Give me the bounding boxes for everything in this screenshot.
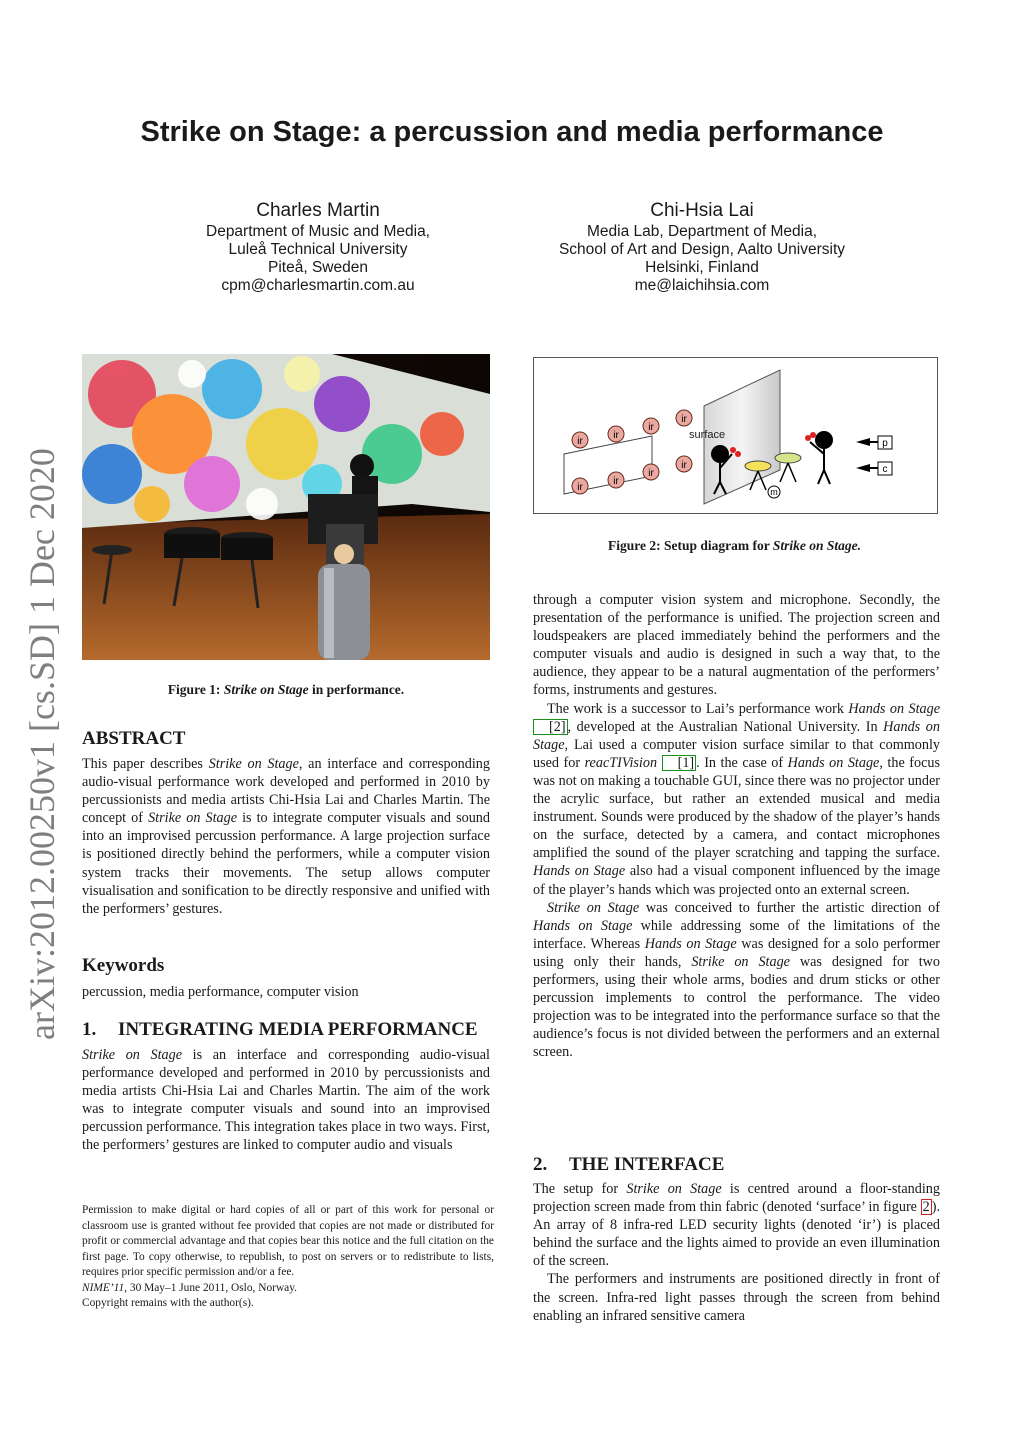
author-name: Charles Martin bbox=[256, 200, 380, 221]
venue-details: 30 May–1 June 2011, Oslo, Norway. bbox=[127, 1281, 298, 1294]
arxiv-stamp: arXiv:2012.00250v1 [cs.SD] 1 Dec 2020 bbox=[22, 448, 62, 1040]
figure-1-caption-rest: in performance. bbox=[308, 682, 405, 697]
paragraph: The performers and instruments are positioned directly in front of the screen. Infra-red light passes through the screen from behind enabling an infrared sensitive camera bbox=[533, 1271, 940, 1324]
section-2-heading bbox=[533, 1154, 724, 1176]
section-title: THE INTERFACE bbox=[569, 1154, 725, 1175]
author-department: Department of Music and Media, bbox=[206, 223, 430, 240]
author-institution: Luleå Technical University bbox=[228, 241, 408, 258]
camera-tripod bbox=[308, 494, 378, 660]
abstract-text: , an interface and corresponding audio-visual performance work developed and performed in 2010 by percussionists and media artists Chi-Hsia Lai and Charles Martin. The concept of bbox=[82, 756, 490, 827]
paragraph: through a computer vision system and microphone. Secondly, the presentation of the performance is unified. The projection screen and loudspeakers are placed immediately behind the performers and the computer visuals and audio is designed in such a way that, to the audience, they appear to be a natural augmentation of the performers’ forms, instruments and gestures. bbox=[533, 592, 940, 699]
abstract-text: This paper describes bbox=[82, 756, 209, 772]
abstract-emph: Strike on Stage bbox=[208, 756, 299, 772]
section-1-heading bbox=[82, 1019, 478, 1041]
author-email: me@laichihsia.com bbox=[634, 277, 770, 294]
permission-text: Permission to make digital or hard copies of all or part of this work for personal or classroom use is granted without fee provided that copies are not made or distributed for profit or commercial advantage and that copies bear this notice and the full citation on the first page. To copy otherwise, to republish, to post on servers or to redistribute to lists, requires prior specific permission and/or a fee. bbox=[82, 1204, 494, 1278]
section-number: 2. bbox=[533, 1154, 548, 1175]
ir-lights bbox=[572, 410, 692, 494]
mic-label: m bbox=[770, 487, 778, 497]
performance-photo bbox=[82, 354, 490, 660]
author-email: cpm@charlesmartin.com.au bbox=[221, 277, 415, 294]
figure-2-label: Figure 2: Setup diagram for bbox=[607, 538, 773, 553]
keywords-body: percussion, media performance, computer vision bbox=[82, 984, 359, 1000]
ir-label: ir bbox=[648, 468, 654, 479]
right-column-body bbox=[533, 591, 940, 1061]
figure-1-title: Strike on Stage bbox=[223, 682, 309, 697]
citation-link[interactable]: [2] bbox=[533, 719, 568, 735]
surface-label: surface bbox=[689, 429, 726, 441]
ir-label: ir bbox=[613, 430, 619, 441]
author-block-1 bbox=[160, 199, 476, 295]
author-block-2 bbox=[532, 199, 872, 295]
venue-name: NIME’11, bbox=[82, 1281, 128, 1294]
copyright-line: Copyright remains with the author(s). bbox=[82, 1297, 254, 1309]
drum-2 bbox=[775, 453, 801, 463]
ir-label: ir bbox=[681, 414, 687, 425]
abstract-emph: Strike on Stage bbox=[148, 810, 238, 827]
section-title: INTEGRATING MEDIA PERFORMANCE bbox=[118, 1019, 478, 1040]
author-name: Chi-Hsia Lai bbox=[650, 200, 754, 221]
keywords-heading: Keywords bbox=[82, 955, 165, 976]
camera-label: c bbox=[882, 464, 888, 475]
figure-1-label: Figure 1: bbox=[167, 682, 221, 697]
permission-notice bbox=[82, 1203, 494, 1312]
ir-label: ir bbox=[613, 476, 619, 487]
author-institution: School of Art and Design, Aalto University bbox=[558, 241, 846, 258]
citation-link[interactable]: [1] bbox=[662, 755, 697, 771]
projector-label: p bbox=[882, 438, 888, 449]
author-department: Media Lab, Department of Media, bbox=[586, 223, 818, 240]
section-2-body bbox=[533, 1180, 940, 1325]
drum-1 bbox=[745, 461, 771, 471]
setup-diagram bbox=[533, 357, 938, 514]
performer-2-figure bbox=[805, 431, 833, 484]
ir-label: ir bbox=[681, 460, 687, 471]
camera-box bbox=[856, 462, 892, 475]
figure-link[interactable]: 2 bbox=[922, 1199, 930, 1216]
abstract-text: is to integrate computer visuals and sound into an improvised percussion performance. A large projection surface is positioned directly behind the performers, while a computer vision system tracks their movements. The setup allows computer visualisation and sonification to be directly responsive and unified with the performers’ gestures. bbox=[82, 810, 490, 917]
author-location: Helsinki, Finland bbox=[645, 259, 759, 276]
ir-label: ir bbox=[577, 482, 583, 493]
projector-box bbox=[856, 436, 892, 449]
figure-2-title: Strike on Stage. bbox=[772, 538, 861, 553]
author-location: Piteå, Sweden bbox=[268, 259, 368, 276]
section-1-body bbox=[82, 1046, 490, 1155]
section-number: 1. bbox=[82, 1019, 97, 1040]
section-emph: Strike on Stage bbox=[82, 1047, 183, 1063]
figure-1-caption bbox=[82, 682, 490, 698]
ir-label: ir bbox=[577, 436, 583, 447]
paragraph: The work is a successor to Lai’s performance work Hands on Stage [2] , developed at the Australian National University. In Hands on Stage, Lai used a computer vision surface similar to that commonly used for reacTIVision [1] . In the case of Hands on Stage, the focus was not on making a touchable GUI, since there was no projector under the acrylic surface, but rather an extended musical and media instrument. Sounds were produced by the shadow of the player’s hands on the surface, detected by a camera, and contact microphones amplified the sound of the player scratching and tapping the surface. Hands on Stage also had a visual component influenced by the image of the player’s hands which was projected onto an external screen. bbox=[533, 700, 940, 898]
venue-line bbox=[82, 1281, 494, 1297]
paragraph: Strike on Stage was conceived to further the artistic direction of Hands on Stage while addressing some of the limitations of the interface. Whereas Hands on Stage was designed for a solo performer using only their hands, Strike on Stage was designed for two performers, using their whole arms, bodies and drum sticks or other percussion implements to control the performance. The video projection was to be integrated into the performance surface so that the audience’s focus is not divided between the performers and an external screen. bbox=[533, 899, 941, 1061]
section-text: is an interface and corresponding audio-visual performance developed and performed in 2010 by percussionists and media artists Chi-Hsia Lai and Charles Martin. The aim of the work was to integrate computer visuals and sound into an improvised percussion performance. This integration takes place in two ways. First, the performers’ gestures are linked to computer audio and visuals bbox=[82, 1047, 490, 1154]
ir-label: ir bbox=[648, 422, 654, 433]
paragraph: The setup for Strike on Stage is centred around a floor-standing projection screen made from thin fabric (denoted ‘surface’ in figure 2 ). An array of 8 infra-red LED security lights (denoted ‘ir’) is placed behind the surface and the lights aimed to provide an even illumination of the screen. bbox=[533, 1181, 940, 1270]
abstract-body bbox=[82, 755, 490, 918]
abstract-heading: ABSTRACT bbox=[82, 728, 186, 749]
figure-2-caption bbox=[533, 538, 936, 554]
paper-title: Strike on Stage: a percussion and media performance bbox=[140, 116, 884, 148]
